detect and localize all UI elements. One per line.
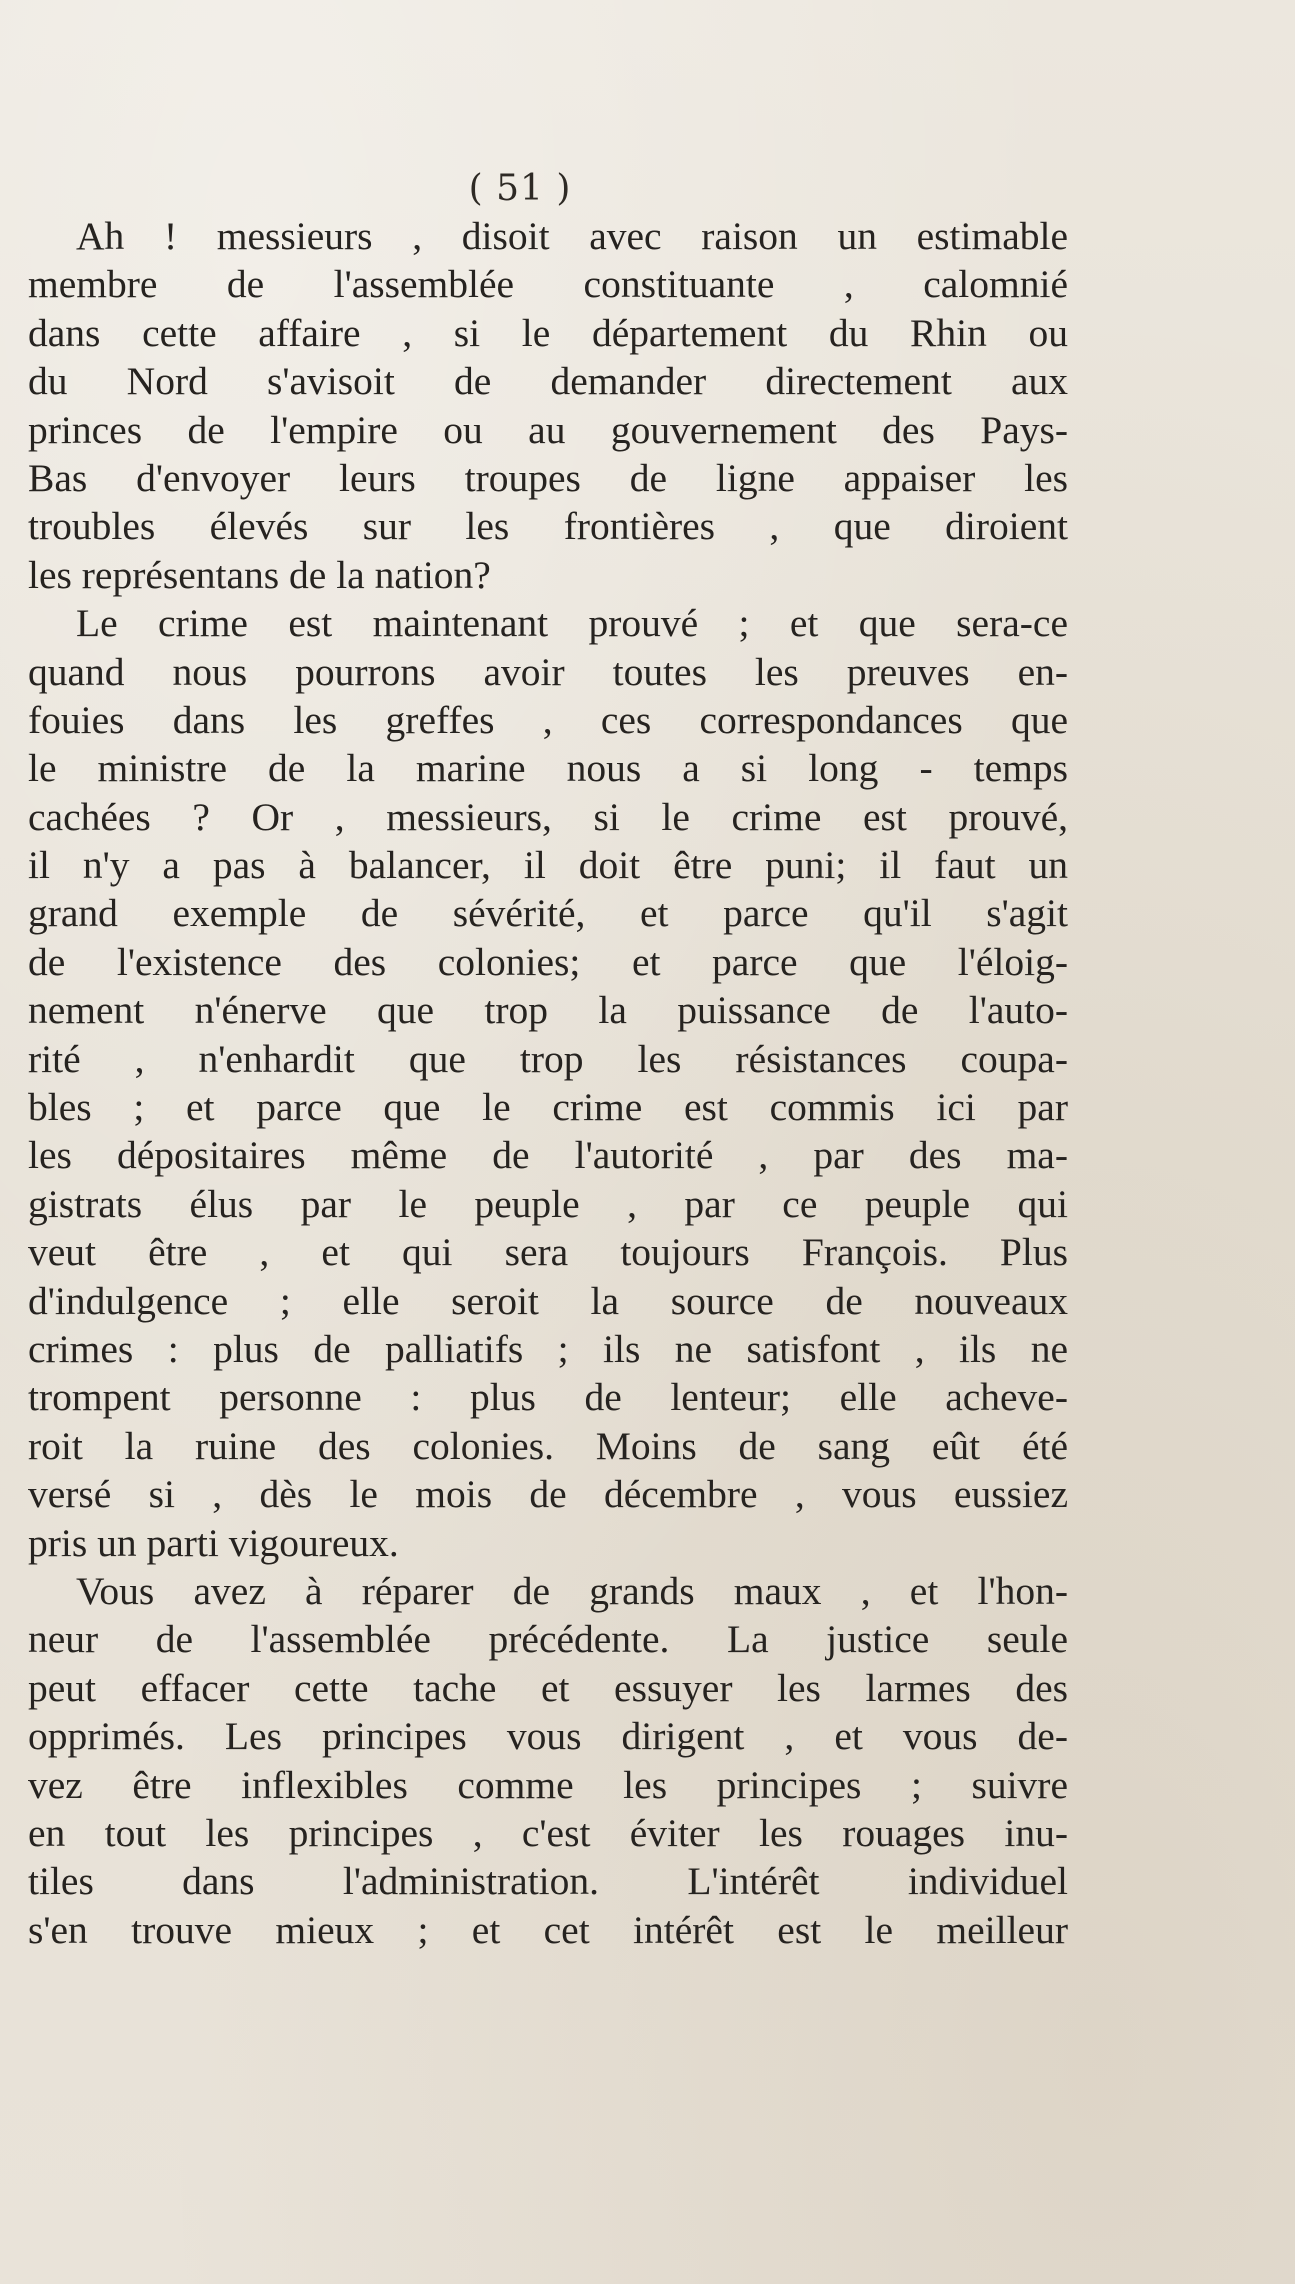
text-line: troubles élevés sur les frontières , que diroient [28, 504, 1068, 549]
text-line: nement n'énerve que trop la puissance de l'auto- [28, 988, 1068, 1033]
text-line: Le crime est maintenant prouvé ; et que sera-ce [76, 601, 1068, 646]
text-line: veut être , et qui sera toujours François. Plus [28, 1230, 1068, 1275]
text-line: quand nous pourrons avoir toutes les preuves en- [28, 649, 1068, 694]
text-line: en tout les principes , c'est éviter les rouages inu- [28, 1810, 1068, 1855]
text-line: du Nord s'avisoit de demander directement aux [28, 359, 1068, 404]
text-line: trompent personne : plus de lenteur; elle acheve- [28, 1375, 1068, 1420]
text-line: gistrats élus par le peuple , par ce peuple qui [28, 1181, 1068, 1226]
text-line: grand exemple de sévérité, et parce qu'il s'agit [28, 891, 1068, 936]
text-line: tiles dans l'administration. L'intérêt individuel [28, 1859, 1068, 1904]
paragraph [28, 1567, 1068, 1954]
text-line: s'en trouve mieux ; et cet intérêt est le meilleur [28, 1907, 1068, 1952]
body-text [28, 212, 1068, 1954]
text-line: crimes : plus de palliatifs ; ils ne satisfont , ils ne [28, 1326, 1068, 1371]
text-line: membre de l'assemblée constituante , calomnié [28, 262, 1068, 307]
text-line: pris un parti vigoureux. [28, 1520, 399, 1565]
text-line: les dépositaires même de l'autorité , par des ma- [28, 1133, 1068, 1178]
text-line: peut effacer cette tache et essuyer les larmes des [28, 1665, 1068, 1710]
text-line: le ministre de la marine nous a si long - temps [28, 746, 1068, 791]
text-line: d'indulgence ; elle seroit la source de nouveaux [28, 1278, 1068, 1323]
text-line: bles ; et parce que le crime est commis ici par [28, 1085, 1068, 1130]
paragraph [28, 212, 1068, 599]
text-line: les représentans de la nation? [28, 552, 491, 597]
text-line: roit la ruine des colonies. Moins de sang eût été [28, 1423, 1068, 1468]
text-line: Ah ! messieurs , disoit avec raison un estimable [76, 214, 1068, 258]
text-line: il n'y a pas à balancer, il doit être puni; il faut un [28, 843, 1068, 888]
text-line: rité , n'enhardit que trop les résistances coupa- [28, 1036, 1068, 1081]
text-line: opprimés. Les principes vous dirigent , et vous de- [28, 1714, 1068, 1759]
paragraph [28, 599, 1068, 1567]
text-line: vez être inflexibles comme les principes ; suivre [28, 1762, 1068, 1807]
text-line: neur de l'assemblée précédente. La justice seule [28, 1617, 1068, 1662]
text-line: Vous avez à réparer de grands maux , et l'hon- [76, 1568, 1068, 1613]
text-line: Bas d'envoyer leurs troupes de ligne appaiser les [28, 455, 1068, 500]
text-line: dans cette affaire , si le département du Rhin ou [28, 310, 1068, 355]
text-line: de l'existence des colonies; et parce que l'éloig- [28, 939, 1068, 984]
page-number: ( 51 ) [468, 168, 572, 209]
text-line: princes de l'empire ou au gouvernement des Pays- [28, 407, 1068, 452]
text-line: fouies dans les greffes , ces correspondances que [28, 697, 1068, 742]
text-line: cachées ? Or , messieurs, si le crime est prouvé, [28, 794, 1068, 839]
text-line: versé si , dès le mois de décembre , vous eussiez [28, 1472, 1068, 1517]
